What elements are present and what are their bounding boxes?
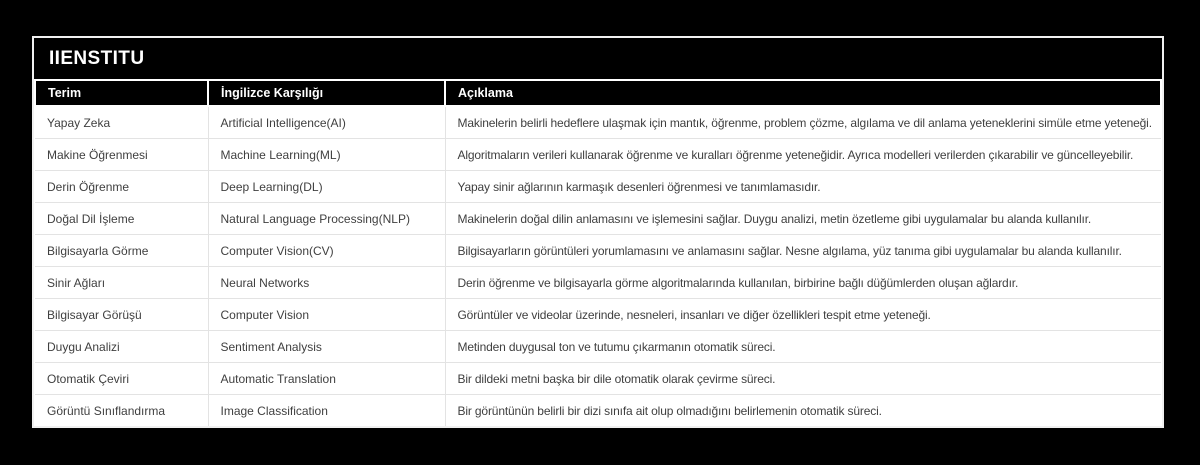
term-cell: Makine Öğrenmesi <box>35 139 208 171</box>
english-cell: Sentiment Analysis <box>208 331 445 363</box>
column-header-description: Açıklama <box>445 80 1161 106</box>
term-cell: Sinir Ağları <box>35 267 208 299</box>
description-cell: Metinden duygusal ton ve tutumu çıkarmanın otomatik süreci. <box>445 331 1161 363</box>
description-cell: Bir dildeki metni başka bir dile otomatik olarak çevirme süreci. <box>445 363 1161 395</box>
english-cell: Computer Vision <box>208 299 445 331</box>
description-cell: Yapay sinir ağlarının karmaşık desenleri öğrenmesi ve tanımlamasıdır. <box>445 171 1161 203</box>
english-cell: Artificial Intelligence(AI) <box>208 106 445 139</box>
table-row <box>35 235 1161 267</box>
column-header-term: Terim <box>35 80 208 106</box>
card-header <box>34 38 1162 79</box>
table-row <box>35 139 1161 171</box>
description-cell: Makinelerin belirli hedeflere ulaşmak için mantık, öğrenme, problem çözme, algılama ve dil anlama yeteneklerini simüle etme yeteneği. <box>445 106 1161 139</box>
term-cell: Duygu Analizi <box>35 331 208 363</box>
table-row <box>35 106 1161 139</box>
table-row <box>35 363 1161 395</box>
english-cell: Automatic Translation <box>208 363 445 395</box>
terminology-card <box>32 36 1164 428</box>
term-cell: Doğal Dil İşleme <box>35 203 208 235</box>
table-row <box>35 267 1161 299</box>
description-cell: Bir görüntünün belirli bir dizi sınıfa ait olup olmadığını belirlemenin otomatik süreci. <box>445 395 1161 427</box>
description-cell: Makinelerin doğal dilin anlamasını ve işlemesini sağlar. Duygu analizi, metin özetleme gibi uygulamalar bu alanda kullanılır. <box>445 203 1161 235</box>
table-header-row <box>35 80 1161 106</box>
table-head <box>35 80 1161 106</box>
description-cell: Algoritmaların verileri kullanarak öğrenme ve kuralları öğrenme yeteneğidir. Ayrıca modelleri verilerden çıkarabilir ve güncelleyebilir. <box>445 139 1161 171</box>
english-cell: Neural Networks <box>208 267 445 299</box>
term-cell: Görüntü Sınıflandırma <box>35 395 208 427</box>
term-cell: Otomatik Çeviri <box>35 363 208 395</box>
english-cell: Natural Language Processing(NLP) <box>208 203 445 235</box>
description-cell: Bilgisayarların görüntüleri yorumlamasını ve anlamasını sağlar. Nesne algılama, yüz tanıma gibi uygulamalar bu alanda kullanılır. <box>445 235 1161 267</box>
table-row <box>35 331 1161 363</box>
term-cell: Bilgisayarla Görme <box>35 235 208 267</box>
english-cell: Image Classification <box>208 395 445 427</box>
table-body <box>35 106 1161 426</box>
english-cell: Deep Learning(DL) <box>208 171 445 203</box>
english-cell: Machine Learning(ML) <box>208 139 445 171</box>
table-row <box>35 299 1161 331</box>
table-row <box>35 203 1161 235</box>
table-row <box>35 171 1161 203</box>
column-header-english: İngilizce Karşılığı <box>208 80 445 106</box>
table-row <box>35 395 1161 427</box>
english-cell: Computer Vision(CV) <box>208 235 445 267</box>
term-cell: Derin Öğrenme <box>35 171 208 203</box>
description-cell: Görüntüler ve videolar üzerinde, nesneleri, insanları ve diğer özellikleri tespit etme yeteneği. <box>445 299 1161 331</box>
term-cell: Yapay Zeka <box>35 106 208 139</box>
page-title: IIENSTITU <box>49 48 145 69</box>
terminology-table <box>34 79 1162 426</box>
description-cell: Derin öğrenme ve bilgisayarla görme algoritmalarında kullanılan, birbirine bağlı düğümlerden oluşan ağlardır. <box>445 267 1161 299</box>
term-cell: Bilgisayar Görüşü <box>35 299 208 331</box>
